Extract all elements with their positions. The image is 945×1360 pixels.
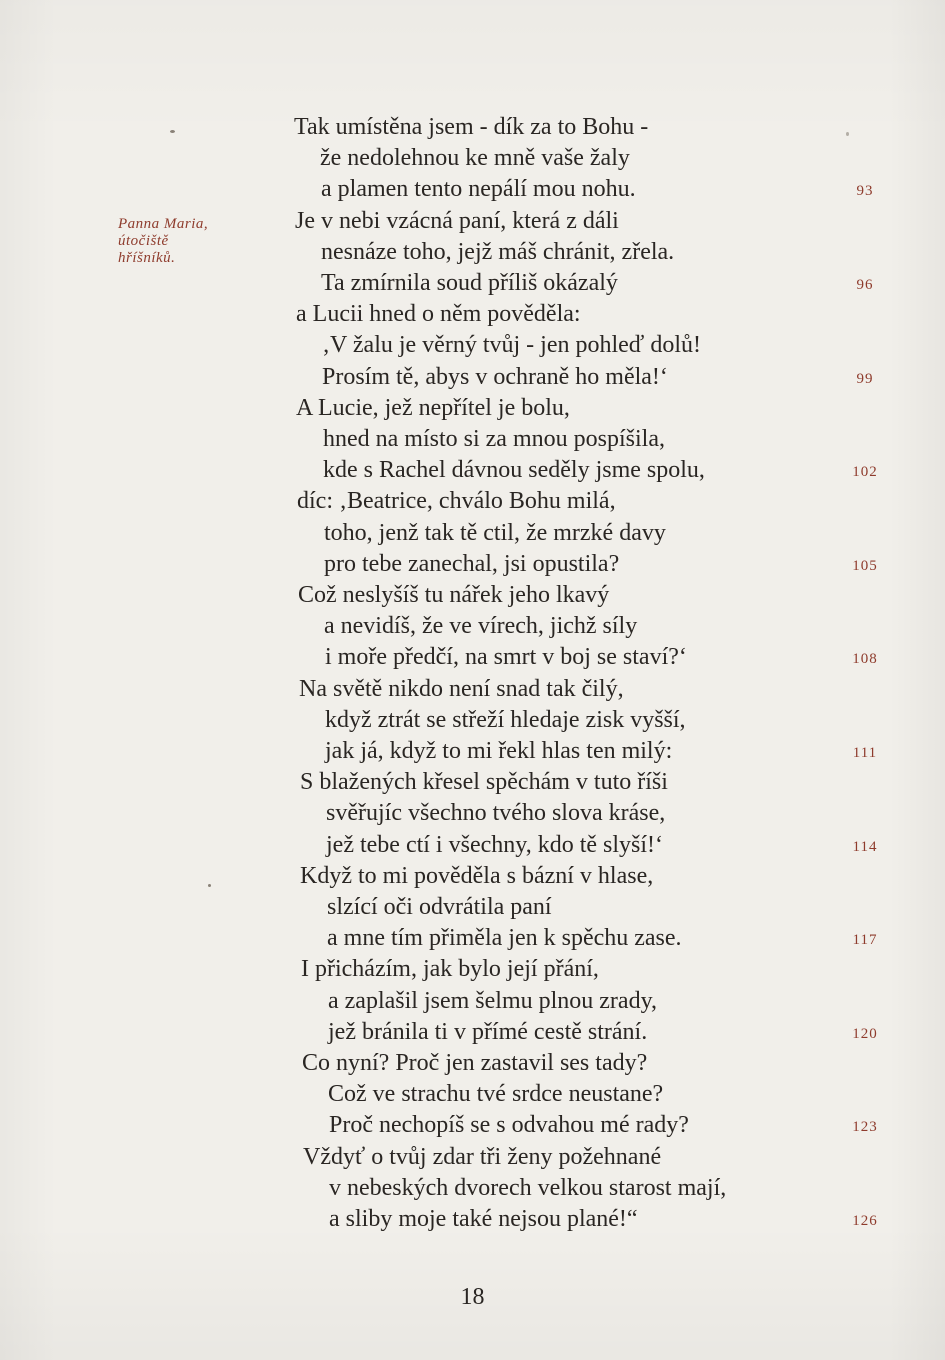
verse-line — [0, 299, 945, 330]
verse-text: a nevidíš, že ve vírech, jichž síly — [324, 613, 638, 639]
verse-line — [0, 330, 945, 361]
verse-text: Což neslyšíš tu nářek jeho lkavý — [298, 582, 610, 608]
verse-line — [0, 611, 945, 642]
verse-text: slzící oči odvrátila paní — [327, 894, 552, 920]
verse-text: hned na místo si za mnou pospíšila, — [323, 426, 665, 452]
verse-text: jak já, když to mi řekl hlas ten milý: — [325, 738, 673, 764]
verse-line — [0, 549, 945, 580]
verse-line — [0, 830, 945, 861]
verse-line — [0, 674, 945, 705]
verse-text: ‚V žalu je věrný tvůj - jen pohleď dolů! — [322, 332, 701, 358]
verse-text: svěřujíc všechno tvého slova kráse, — [326, 800, 666, 826]
margin-note-line: hříšníků. — [118, 250, 176, 266]
page-number: 18 — [460, 1284, 485, 1310]
verse-text: i moře předčí, na smrt v boj se staví?‘ — [325, 644, 687, 670]
verse-text: Tak umístěna jsem - dík za to Bohu - — [294, 114, 649, 140]
verse-line — [0, 642, 945, 673]
verse-line — [0, 954, 945, 985]
line-number: 99 — [856, 371, 874, 387]
verse-line — [0, 518, 945, 549]
line-number: 105 — [852, 558, 878, 574]
verse-text: jež bránila ti v přímé cestě strání. — [328, 1019, 648, 1045]
verse-text: Co nyní? Proč jen zastavil ses tady? — [302, 1050, 648, 1076]
verse-text: a plamen tento nepálí mou nohu. — [321, 176, 636, 202]
verse-line — [0, 112, 945, 143]
verse-text: v nebeských dvorech velkou starost mají, — [329, 1175, 727, 1201]
verse-text: Ta zmírnila soud příliš okázalý — [321, 270, 618, 296]
verse-text: když ztrát se střeží hledaje zisk vyšší, — [325, 707, 686, 733]
paper-speck — [208, 884, 211, 887]
verse-text: Vždyť o tvůj zdar tři ženy požehnané — [303, 1144, 662, 1170]
verse-text: a Lucii hned o něm pověděla: — [296, 301, 581, 327]
verse-line — [0, 362, 945, 393]
line-number: 108 — [852, 651, 878, 667]
line-number: 111 — [852, 745, 878, 761]
verse-text: že nedolehnou ke mně vaše žaly — [320, 145, 630, 171]
verse-line — [0, 767, 945, 798]
verse-line — [0, 1204, 945, 1235]
verse-line — [0, 1079, 945, 1110]
verse-line — [0, 892, 945, 923]
verse-text: Což ve strachu tvé srdce neustane? — [328, 1081, 664, 1107]
verse-text: pro tebe zanechal, jsi opustila? — [324, 551, 620, 577]
verse-text: S blažených křesel spěchám v tuto říši — [300, 769, 668, 795]
verse-line — [0, 986, 945, 1017]
verse-line — [0, 1142, 945, 1173]
verse-text: toho, jenž tak tě ctil, že mrzké davy — [324, 520, 666, 546]
line-number: 102 — [852, 464, 878, 480]
line-number: 93 — [856, 183, 874, 199]
verse-text: Je v nebi vzácná paní, která z dáli — [295, 208, 619, 234]
verse-line — [0, 237, 945, 268]
line-number: 117 — [852, 932, 878, 948]
verse-line — [0, 705, 945, 736]
verse-line — [0, 206, 945, 237]
verse-line — [0, 580, 945, 611]
line-number: 123 — [852, 1119, 878, 1135]
verse-line — [0, 1017, 945, 1048]
line-number: 120 — [852, 1026, 878, 1042]
verse-line — [0, 455, 945, 486]
verse-line — [0, 1173, 945, 1204]
paper-speck — [170, 130, 175, 133]
verse-line — [0, 923, 945, 954]
verse-line — [0, 143, 945, 174]
paper-speck — [846, 132, 849, 136]
verse-text: díc: ‚Beatrice, chválo Bohu milá, — [297, 488, 616, 514]
verse-text: A Lucie, jež nepřítel je bolu, — [296, 395, 570, 421]
line-number: 126 — [852, 1213, 878, 1229]
verse-text: nesnáze toho, jejž máš chránit, zřela. — [321, 239, 675, 265]
verse-text: Když to mi pověděla s bázní v hlase, — [300, 863, 654, 889]
verse-line — [0, 1048, 945, 1079]
verse-line — [0, 486, 945, 517]
verse-line — [0, 1110, 945, 1141]
verse-line — [0, 268, 945, 299]
verse-text: Proč nechopíš se s odvahou mé rady? — [329, 1112, 689, 1138]
verse-text: Prosím tě, abys v ochraně ho měla!‘ — [322, 364, 668, 390]
line-number: 114 — [852, 839, 878, 855]
verse-text: a sliby moje také nejsou plané!“ — [329, 1206, 638, 1232]
verse-line — [0, 424, 945, 455]
verse-line — [0, 798, 945, 829]
verse-line — [0, 393, 945, 424]
verse-text: I přicházím, jak bylo její přání, — [301, 956, 599, 982]
verse-text: kde s Rachel dávnou seděly jsme spolu, — [323, 457, 705, 483]
verse-line — [0, 861, 945, 892]
verse-text: Na světě nikdo není snad tak čilý, — [299, 676, 624, 702]
line-number: 96 — [856, 277, 874, 293]
verse-line — [0, 174, 945, 205]
verse-text: a mne tím přiměla jen k spěchu zase. — [327, 925, 682, 951]
verse-text: a zaplašil jsem šelmu plnou zrady, — [328, 988, 658, 1014]
verse-text: jež tebe ctí i všechny, kdo tě slyší!‘ — [326, 832, 664, 858]
margin-note-line: útočiště — [118, 233, 169, 249]
verse-line — [0, 736, 945, 767]
margin-note-line: Panna Maria, — [118, 216, 209, 232]
